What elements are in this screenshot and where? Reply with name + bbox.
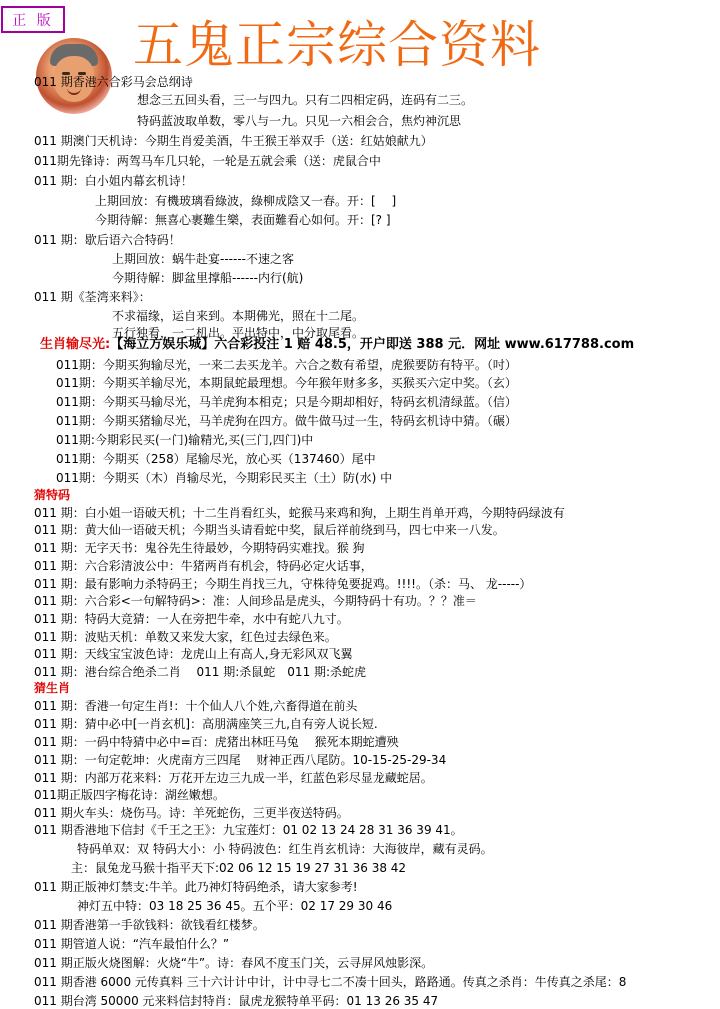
- text-line: 011 期正版神灯禁支:牛羊。此乃神灯特码绝杀，请大家参考!: [34, 880, 358, 894]
- text-line: 猜生肖: [34, 681, 71, 695]
- text-line: 上期回放：有機玻璃看綠波，綠柳成陰又一春。开：[ ]: [95, 194, 397, 208]
- text-line: 011 期火车头：烧伤马。诗：羊死蛇伤，三更半夜送特码。: [34, 806, 349, 820]
- text-line: 011 期澳门天机诗：今期生肖爱美酒，牛王猴王举双手（送：红姑娘献九）: [34, 134, 433, 148]
- text-line: 011 期：六合彩清波公中：牛猪两肖有机会，特码必定火话事，: [34, 559, 373, 573]
- text-line: 011 期：港台综合绝杀二肖 011 期:杀鼠蛇 011 期:杀蛇虎: [34, 665, 367, 679]
- text-line: 神灯五中特：03 18 25 36 45。五个平：02 17 29 30 46: [77, 899, 393, 913]
- text-line: 011 期：白小姐内幕玄机诗！: [34, 174, 193, 188]
- text-line: 特码单双：双 特码大小：小 特码波色：红生肖玄机诗：大海彼岸，藏有灵码。: [77, 842, 493, 856]
- text-line: 011期先锋诗：两驾马车几只轮，一轮是五就会乘（送：虎鼠合中: [34, 154, 381, 168]
- text-line: [40, 337, 634, 353]
- text-line: 011 期：一码中特猜中必中=百：虎猪出林旺马兔 猴死本期蛇遭殃: [34, 735, 399, 749]
- text-line: 011 期：波贴天机：单数又来发大家，红色过去绿色来。: [34, 630, 337, 644]
- text-line: 011期正版四字梅花诗：湖丝嫩想。: [34, 788, 225, 802]
- text-line: 011 期管道人说：“汽车最怕什么？”: [34, 937, 230, 951]
- text-line: 011 期：六合彩<一句解特码>：准：人间珍品是虎头，今期特码十有功。？？准＝: [34, 594, 477, 608]
- text-line: 011 期香港地下信封《千王之王》：九宝莲灯：01 02 13 24 28 31 36 39 41。: [34, 823, 463, 837]
- text-line: 今期待解：無喜心裹難生樂，表面難看心如何。开：[? ]: [95, 213, 391, 227]
- text-line: 011 期：猜中必中[一肖玄机]：高朋满座笑三九,自有旁人说长短.: [34, 717, 378, 731]
- text-line: 011 期：歇后语六合特码！: [34, 233, 181, 247]
- text-line: 猜特码: [34, 488, 71, 502]
- edition-badge: 正 版: [1, 6, 65, 33]
- text-line: 011期：今期买狗输尽光，一来二去买龙羊。六合之数有希望，虎猴要防有特平。（吋）: [56, 358, 517, 372]
- text-line: 011 期：天线宝宝波色诗：龙虎山上有高人,身无彩风双飞翼: [34, 647, 353, 661]
- text-line: 想念三五回头看，三一与四九。只有二四相定码，连码有二三。: [137, 93, 474, 107]
- text-line: 011 期：一句定乾坤：火虎南方三四尾 财神正西八尾防。10-15-25-29-34: [34, 753, 447, 767]
- text-line: 011 期香港 6000 元传真料 三十六计计中计，计中寻七二不凑十回头，路路通。传真之杀肖：牛传真之杀尾：8: [34, 975, 627, 989]
- text-line: 011 期：无字天书：鬼谷先生待最妙，今期特码实难找。猴 狗: [34, 541, 365, 555]
- text-line: 011 期香港六合彩马会总纲诗: [34, 75, 193, 89]
- text-line: 011 期台湾 50000 元来料信封特肖：鼠虎龙猴特单平码：01 13 26 35 47: [34, 994, 439, 1008]
- text-line: 011 期：香港一句定生肖!：十个仙人八个姓,六畜得道在前头: [34, 699, 358, 713]
- text-line: 特码蓝波取单数，零八与一九。只见一六相会合，焦灼神沉思: [137, 114, 462, 128]
- text-line: 主：鼠兔龙马猴十指平天下:02 06 12 15 19 27 31 36 38 42: [71, 861, 407, 875]
- text-line: 011期：今期买猪输尽光，马羊虎狗在四方。做牛做马过一生，特码玄机诗中猜。（碾）: [56, 414, 517, 428]
- text-line: 011期：今期买（258）尾输尽光，放心买（137460）尾中: [56, 452, 376, 466]
- text-line: 不求福缘，运自来到。本期佛光，照在十二尾。: [112, 309, 365, 323]
- text-line: 011 期：黄大仙一语破天机；今期当头请看蛇中奖，鼠后祥前绕到马，四七中来一八发。: [34, 523, 505, 537]
- text-line: 011 期：特码大竞猜：一人在旁把牛牵，水中有蛇八九寸。: [34, 612, 349, 626]
- text-line: 011期：今期买马输尽光，马羊虎狗本相克；只是今期却相好，特码玄机清绿蓝。（信）: [56, 395, 517, 409]
- text-line: 011期：今期买羊输尽光，本期鼠蛇最理想。今年猴年财多多，买猴买六定中奖。（玄）: [56, 376, 517, 390]
- text-line: 011 期：内部万花来料：万花开左边三九成一半，红蓝色彩尽显龙藏蛇居。: [34, 771, 433, 785]
- text-line: 011 期香港第一手欲钱料：欲钱看红楼梦。: [34, 918, 265, 932]
- page-title: 五鬼正宗综合资料: [133, 16, 541, 74]
- text-line: 今期待解：脚盆里撑船------内行(航): [112, 271, 304, 285]
- text-line: 五行独看，一二机出。平出特中，中分取尾看。: [112, 326, 365, 340]
- text-line: 011期：今期买（木）肖输尽光，今期彩民买主（土）防(水) 中: [56, 471, 393, 485]
- text-line: 011 期：最有影响力杀特码王；今期生肖找三九，守株待兔要捉鸡。!!!!。（杀：马、 龙-----）: [34, 577, 532, 591]
- text-line: 011 期正版火烧图解：火烧“牛”。诗：春风不度玉门关，云寻屏风烛影深。: [34, 956, 434, 970]
- text-line: 011 期：白小姐一语破天机；十二生肖看红头，蛇猴马来鸡和狗，上期生肖单开鸡，今期特码绿波有: [34, 506, 565, 520]
- text-line: 011期:今期彩民买(一门)输精光,买(三门,四门)中: [56, 433, 314, 447]
- ad-text: 【海立方娱乐城】六合彩投注 1 赔 48.5，开户即送 388 元．网址 www.617788.com: [110, 337, 635, 352]
- text-line: 011 期《荃湾来料》：: [34, 290, 151, 304]
- text-line: 上期回放：蜗牛赴宴------不速之客: [112, 252, 294, 266]
- section-label: 生肖输尽光:: [40, 337, 111, 352]
